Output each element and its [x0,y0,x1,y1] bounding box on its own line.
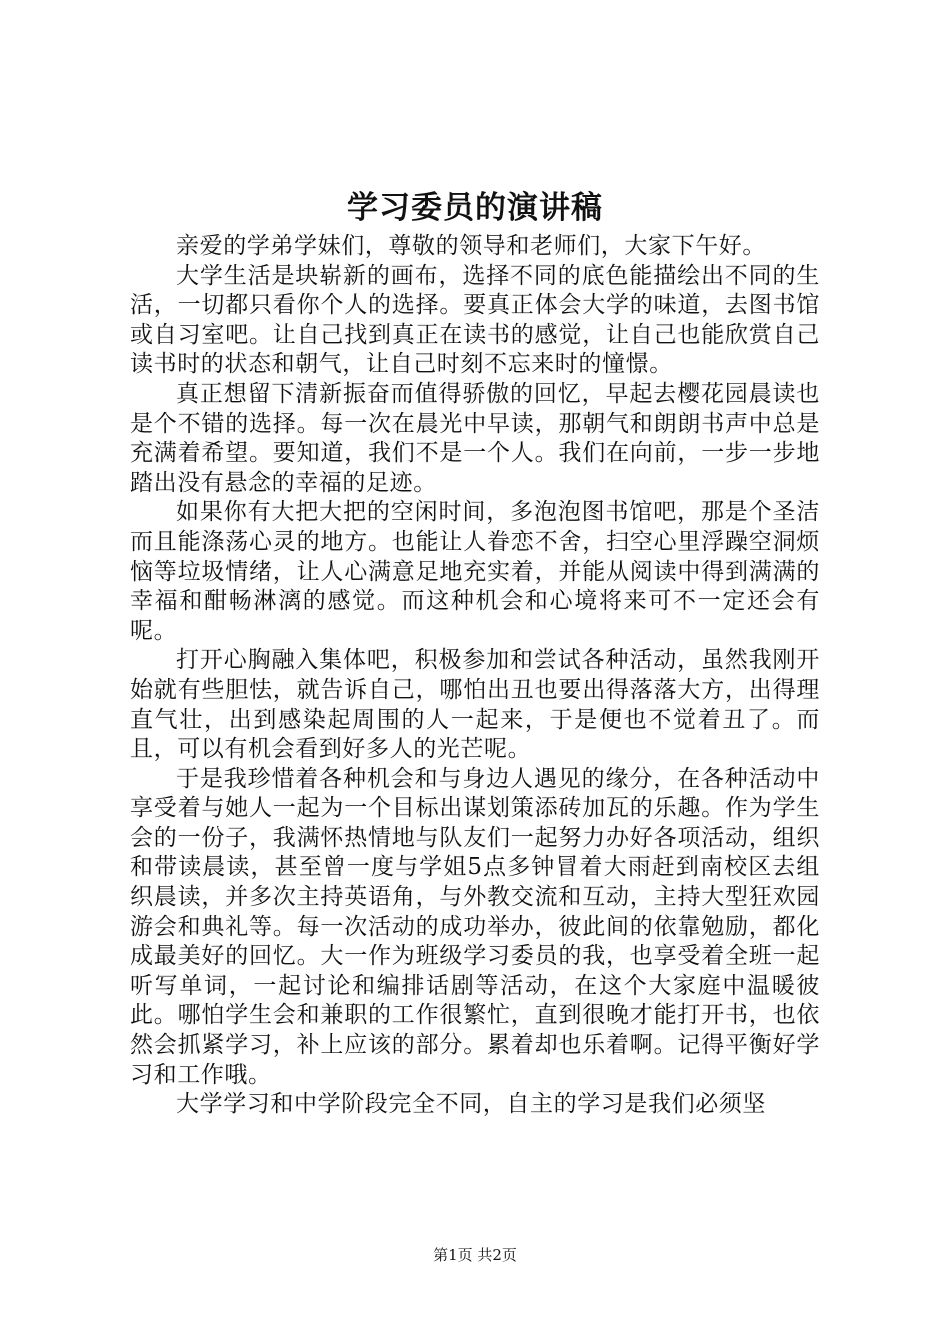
paragraph-morning-reading: 真正想留下清新振奋而值得骄傲的回忆，早起去樱花园晨读也是个不错的选择。每一次在晨光中早读，那朝气和朗朗书声中总是充满着希望。要知道，我们不是一个人。我们在向前，一步一步地踏出没有悬念的幸福的足迹。 [130,380,820,496]
paragraph-free-time: 如果你有大把大把的空闲时间，多泡泡图书馆吧，那是个圣洁而且能涤荡心灵的地方。也能让人眷恋不舍，扫空心里浮躁空洞烦恼等垃圾情绪，让人心满意足地充实着，并能从阅读中得到满满的幸福和酣畅淋漓的感觉。而这种机会和心境将来可不一定还会有呢。 [130,499,820,644]
paragraph-activities: 打开心胸融入集体吧，积极参加和尝试各种活动，虽然我刚开始就有些胆怯，就告诉自己，哪怕出丑也要出得落落大方，出得理直气壮，出到感染起周围的人一起来，于是便也不觉着丑了。而且，可以有机会看到好多人的光芒呢。 [130,647,820,763]
page-number: 第1页 共2页 [433,1246,517,1264]
paragraph-greeting: 亲爱的学弟学妹们，尊敬的领导和老师们，大家下午好。 [176,233,766,259]
document-title: 学习委员的演讲稿 [347,190,603,226]
paragraph-student-union: 于是我珍惜着各种机会和与身边人遇见的缘分，在各种活动中享受着与她人一起为一个目标出谋划策添砖加瓦的乐趣。作为学生会的一份子，我满怀热情地与队友们一起努力办好各项活动，组织和带读晨读，甚至曾一度与学姐5点多钟冒着大雨赶到南校区去组织晨读，并多次主持英语角，与外教交流和互动，主持大型狂欢园游会和典礼等。每一次活动的成功举办，彼此间的依靠勉励，都化成最美好的回忆。大一作为班级学习委员的我，也享受着全班一起听写单词，一起讨论和编排话剧等活动，在这个大家庭中温暖彼此。哪怕学生会和兼职的工作很繁忙，直到很晚才能打开书，也依然会抓紧学习，补上应该的部分。累着却也乐着啊。记得平衡好学习和工作哦。 [130,765,820,1088]
document-body [130,232,820,1120]
paragraph-self-study: 大学学习和中学阶段完全不同，自主的学习是我们必须坚 [176,1091,766,1118]
paragraph-library: 大学生活是块崭新的画布，选择不同的底色能描绘出不同的生活，一切都只看你个人的选择。要真正体会大学的味道，去图书馆或自习室吧。让自己找到真正在读书的感觉，让自己也能欣赏自己读书时的状态和朝气，让自己时刻不忘来时的憧憬。 [130,262,820,378]
